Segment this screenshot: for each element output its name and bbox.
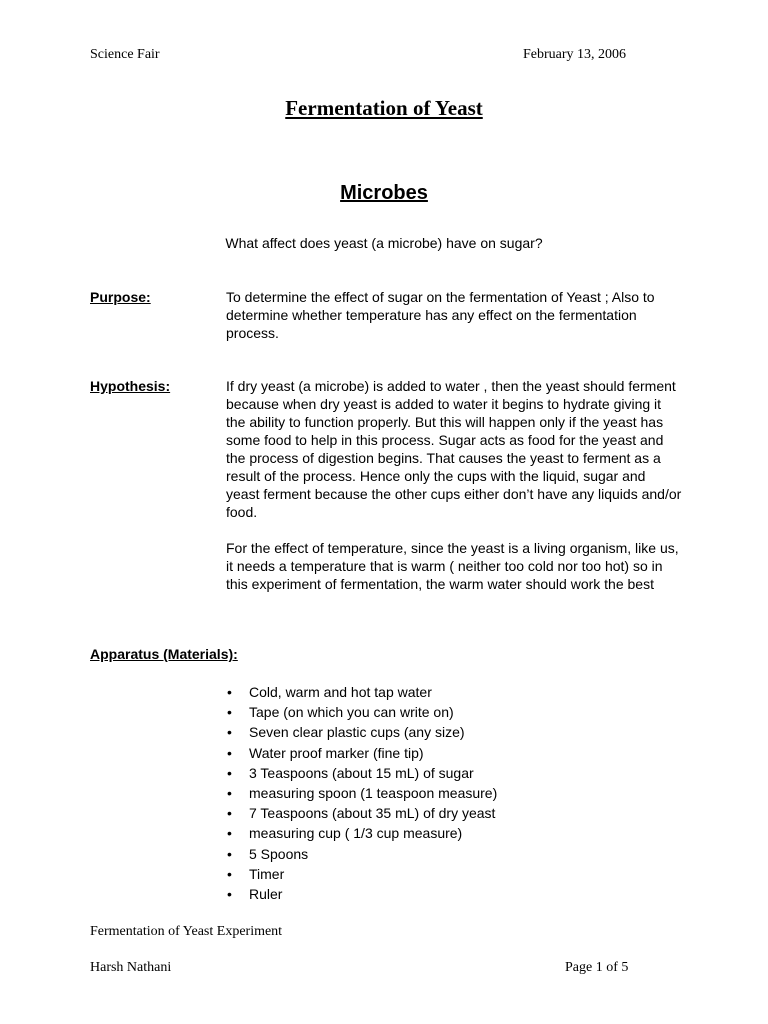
list-item: • 3 Teaspoons (about 15 mL) of sugar [227,764,474,781]
hypothesis-paragraph-1: If dry yeast (a microbe) is added to water , then the yeast should ferment because when dry yeast is added to water it begins to hydrate giving it the ability to function properly. But this will happen only if the yeast has some food to help in this process. Sugar acts as food for the yeast and the process of digestion begins. That causes the yeast to ferment as a result of the process. Hence only the cups with the liquid, sugar and yeast ferment because the other cups either don’t have any liquids and/or food. [226,378,682,520]
purpose-label: Purpose: [90,289,151,305]
hypothesis-paragraph-2: For the effect of temperature, since the yeast is a living organism, like us, it needs a temperature that is warm ( neither too cold nor too hot) so in this experiment of fermentation, the warm water should work the best [226,540,679,592]
list-item: • 7 Teaspoons (about 35 mL) of dry yeast [227,805,496,822]
list-item: • 5 Spoons [227,845,309,862]
bullet-icon: • [227,724,232,741]
list-item: • Water proof marker (fine tip) [227,744,424,761]
bullet-icon: • [227,784,232,801]
research-question: What affect does yeast (a microbe) have on sugar? [225,235,543,251]
bullet-icon: • [227,704,232,721]
list-item: • Ruler [227,885,283,902]
footer-page-number: Page 1 of 5 [565,960,629,975]
document-title: Fermentation of Yeast [285,96,483,120]
footer-document-title: Fermentation of Yeast Experiment [90,924,283,939]
bullet-icon: • [227,764,232,781]
bullet-icon: • [227,845,232,862]
header-date: February 13, 2006 [523,47,627,62]
bullet-icon: • [227,865,232,882]
header-left-text: Science Fair [90,47,160,62]
list-item: • Seven clear plastic cups (any size) [227,724,465,741]
section-title: Microbes [340,182,428,204]
purpose-text: To determine the effect of sugar on the fermentation of Yeast ; Also to determine whether temperature has any effect on the fermentation process. [226,289,655,341]
bullet-icon: • [227,885,232,902]
apparatus-label: Apparatus (Materials): [90,646,238,662]
hypothesis-label: Hypothesis: [90,378,171,394]
list-item: • measuring spoon (1 teaspoon measure) [227,784,498,801]
list-item: • measuring cup ( 1/3 cup measure) [227,825,463,842]
apparatus-list [226,682,497,904]
list-item: • Timer [227,865,285,882]
bullet-icon: • [227,805,232,822]
list-item: • Tape (on which you can write on) [227,704,454,721]
bullet-icon: • [227,825,232,842]
list-item: • Cold, warm and hot tap water [227,684,432,700]
footer-author: Harsh Nathani [90,960,172,975]
bullet-icon: • [227,744,232,761]
bullet-icon: • [227,684,232,700]
